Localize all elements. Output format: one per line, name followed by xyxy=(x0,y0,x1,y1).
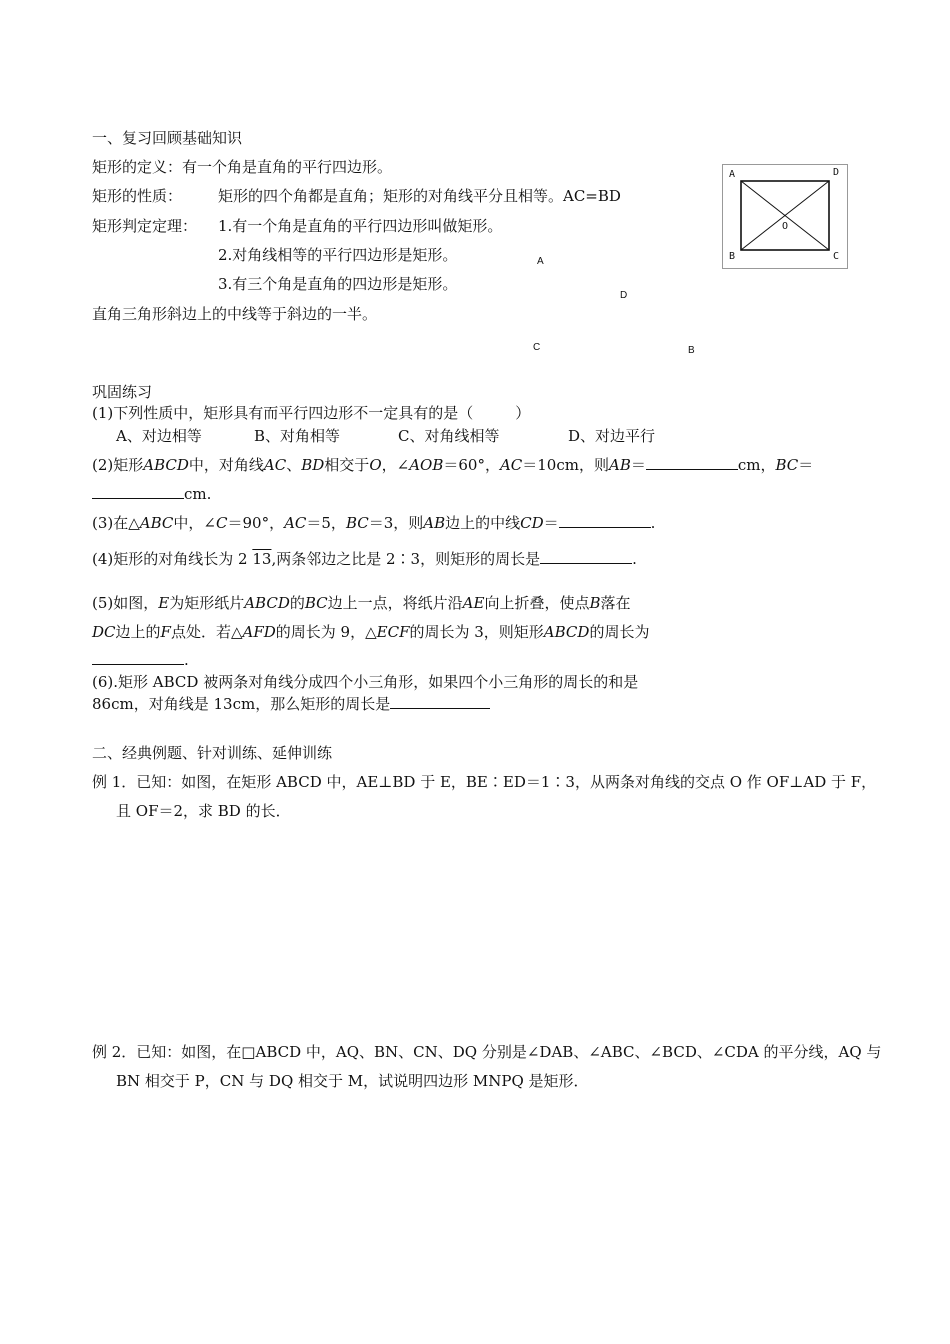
theorem-label: 矩形判定定理： xyxy=(92,217,198,235)
rectangle-definition: 矩形的定义：有一个角是直角的平行四边形。 xyxy=(92,158,393,176)
q6-line1: (6).矩形 ABCD 被两条对角线分成四个小三角形，如果四个小三角形的周长的和是 xyxy=(92,673,639,691)
property-text: 矩形的四个角都是直角；矩形的对角线平分且相等。AC=BD xyxy=(218,187,621,205)
q5-line1: (5)如图，E为矩形纸片ABCD的BC边上一点，将纸片沿AE向上折叠，使点B落在 xyxy=(92,594,631,612)
example1-line1: 例 1．已知：如图，在矩形 ABCD 中，AE⊥BD 于 E，BE∶ED＝1∶3，从两条对角线的交点 O 作 OF⊥AD 于 F， xyxy=(92,773,877,791)
q6-blank xyxy=(390,694,490,709)
q2-line1: (2)矩形ABCD中，对角线AC、BD相交于O，∠AOB＝60°，AC＝10cm，则AB＝ cm，BC＝ xyxy=(92,456,814,474)
theorem-1: 1.有一个角是直角的平行四边形叫做矩形。 xyxy=(218,217,503,235)
q4-line: (4)矩形的对角线长为 2 13,两条邻边之比是 2∶3，则矩形的周长是 . xyxy=(92,550,637,568)
example2-line2: BN 相交于 P，CN 与 DQ 相交于 M，试说明四边形 MNPQ 是矩形． xyxy=(116,1072,589,1090)
q5-line2: DC边上的F点处．若△AFD的周长为 9，△ECF的周长为 3，则矩形ABCD的周长为 xyxy=(92,623,650,641)
q1-stem xyxy=(92,403,530,423)
q2-blank-bc xyxy=(92,484,184,499)
q1-close: ） xyxy=(515,404,531,422)
median-fact: 直角三角形斜边上的中线等于斜边的一半。 xyxy=(92,305,378,323)
theorem-3: 3.有三个角是直角的四边形是矩形。 xyxy=(218,275,458,293)
center-label-o: O xyxy=(782,221,789,232)
q4-blank xyxy=(540,549,632,564)
q1-stem-text: (1)下列性质中，矩形具有而平行四边形不一定具有的是（ xyxy=(92,404,474,422)
vertex-label-a: A xyxy=(729,169,736,180)
example2-line1: 例 2．已知：如图，在□ABCD 中，AQ、BN、CN、DQ 分别是∠DAB、∠ABC、∠BCD、∠CDA 的平分线，AQ 与 xyxy=(92,1043,882,1061)
q6-line2: 86cm，对角线是 13cm，那么矩形的周长是 xyxy=(92,694,490,714)
q3-blank xyxy=(559,513,651,528)
stray-label-d: D xyxy=(620,290,628,301)
vertex-label-c: C xyxy=(833,251,840,262)
rectangle-figure xyxy=(722,164,848,269)
theorem-2: 2.对角线相等的平行四边形是矩形。 xyxy=(218,246,458,264)
stray-label-a: A xyxy=(537,256,544,267)
q2-blank-ab xyxy=(646,455,738,470)
q1-option-c: C、对角线相等 xyxy=(398,427,500,445)
q2-line2: cm. xyxy=(92,484,211,504)
q5-blank xyxy=(92,650,184,665)
q3-line: (3)在△ABC中，∠C＝90°，AC＝5，BC＝3，则AB边上的中线CD＝ . xyxy=(92,514,656,532)
section1-title: 一、复习回顾基础知识 xyxy=(92,129,243,147)
example1-line2: 且 OF＝2，求 BD 的长． xyxy=(116,802,291,820)
stray-label-b: B xyxy=(688,345,695,356)
q1-option-b: B、对角相等 xyxy=(254,427,341,445)
vertex-label-d: D xyxy=(833,167,840,178)
section2-title: 二、经典例题、针对训练、延伸训练 xyxy=(92,744,333,762)
q1-option-d: D、对边平行 xyxy=(568,427,656,445)
q5-line3: . xyxy=(92,650,189,670)
vertex-label-b: B xyxy=(729,251,736,262)
practice-title: 巩固练习 xyxy=(92,383,153,401)
rectangle-diagram xyxy=(723,165,847,268)
stray-label-c: C xyxy=(533,342,541,353)
q1-option-a: A、对边相等 xyxy=(116,427,202,445)
property-label: 矩形的性质： xyxy=(92,187,183,205)
